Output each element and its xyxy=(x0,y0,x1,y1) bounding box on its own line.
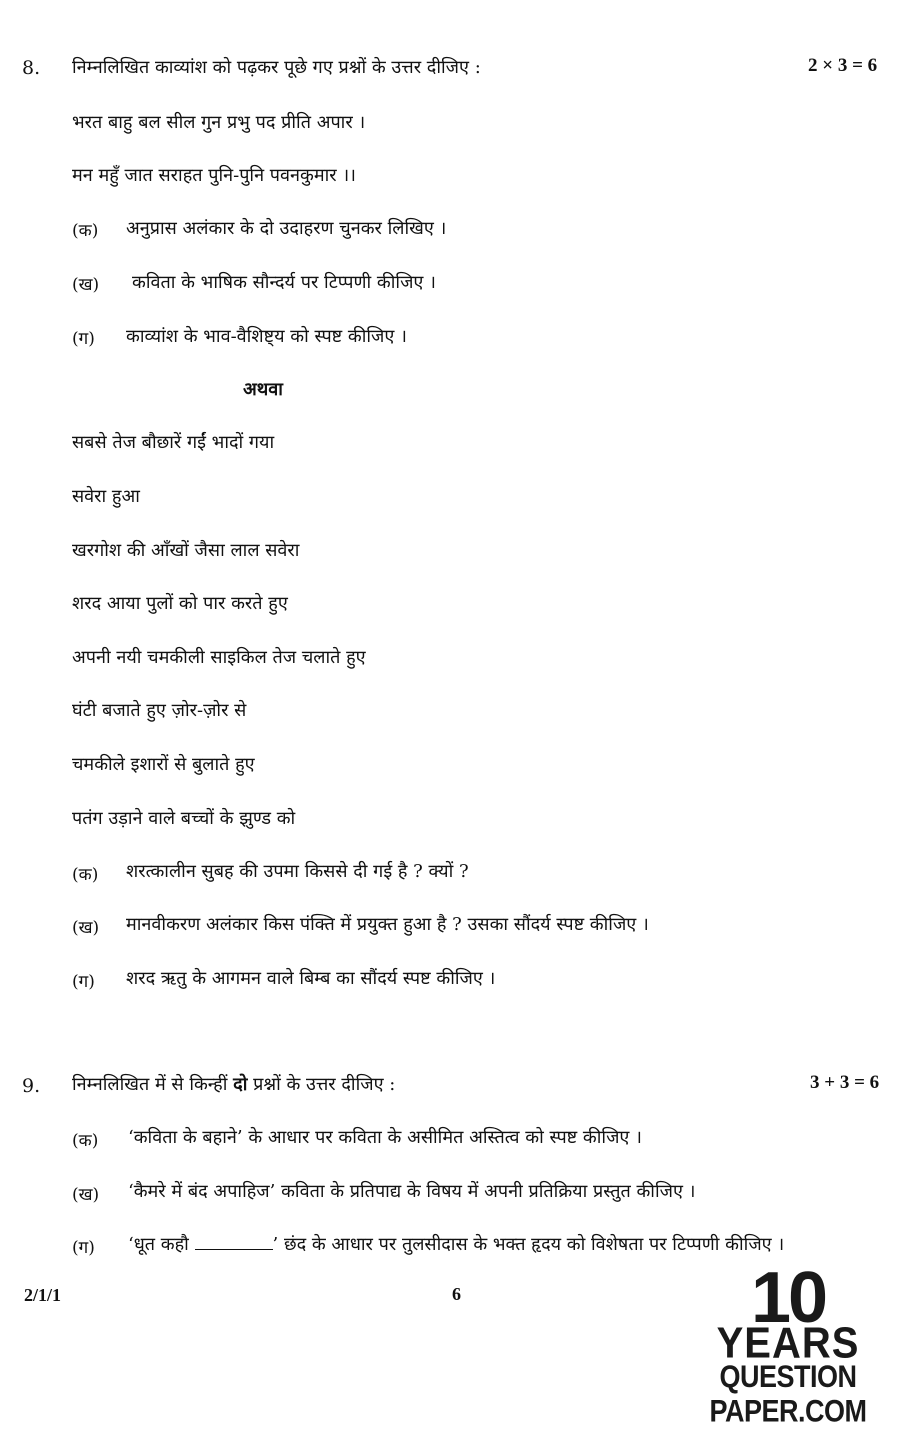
site-logo xyxy=(660,1258,916,1429)
poem2-line-5: अपनी नयी चमकीली साइकिल तेज चलाते हुए xyxy=(72,647,366,668)
q9-sub-label-ka: (क) xyxy=(72,1131,99,1151)
poem1-line-1: भरत बाहु बल सील गुन प्रभु पद प्रीति अपार । xyxy=(72,112,366,133)
q8-sub-question-ga: काव्यांश के भाव-वैशिष्ट्य को स्पष्ट कीजिए । xyxy=(126,326,407,347)
q8-alt-question-ga: शरद ऋतु के आगमन वाले बिम्ब का सौंदर्य स्पष्ट कीजिए । xyxy=(126,968,496,989)
question-8-marks: 2 × 3 = 6 xyxy=(808,55,878,76)
q8-alt-label-ka: (क) xyxy=(72,865,99,885)
q9-sub-label-kha: (ख) xyxy=(72,1185,100,1205)
poem2-line-1: सबसे तेज बौछारें गईं भादों गया xyxy=(72,432,275,453)
q9-sub-label-ga: (ग) xyxy=(72,1238,95,1258)
fill-in-blank xyxy=(195,1235,273,1250)
question-number-9: 9. xyxy=(22,1075,41,1097)
poem1-line-2: मन महुँ जात सराहत पुनि-पुनि पवनकुमार ।। xyxy=(72,165,357,186)
q8-sub-label-ka: (क) xyxy=(72,221,99,241)
q8-sub-label-ga: (ग) xyxy=(72,329,95,349)
question-9-instruction-emphasis: दो xyxy=(233,1074,248,1095)
q8-alt-question-kha: मानवीकरण अलंकार किस पंक्ति में प्रयुक्त हुआ है ? उसका सौंदर्य स्पष्ट कीजिए । xyxy=(126,914,649,935)
q8-sub-label-kha: (ख) xyxy=(72,275,100,295)
question-number-8: 8. xyxy=(22,57,41,79)
question-8-instruction: निम्नलिखित काव्यांश को पढ़कर पूछे गए प्रश्नों के उत्तर दीजिए : xyxy=(72,57,481,78)
q8-alt-label-kha: (ख) xyxy=(72,918,100,938)
q9-sub-question-ga: ‘धूत कहौ ’ छंद के आधार पर तुलसीदास के भक्त हृदय को विशेषता पर टिप्पणी कीजिए । xyxy=(128,1234,785,1255)
q9-sub-question-ka: ‘कविता के बहाने’ के आधार पर कविता के असीमित अस्तित्व को स्पष्ट कीजिए । xyxy=(128,1127,642,1148)
q8-alt-question-ka: शरत्कालीन सुबह की उपमा किससे दी गई है ? क्यों ? xyxy=(126,861,469,882)
or-heading: अथवा xyxy=(243,379,283,400)
poem2-line-3: खरगोश की आँखों जैसा लाल सवेरा xyxy=(72,540,300,561)
q8-sub-question-kha: कविता के भाषिक सौन्दर्य पर टिप्पणी कीजिए । xyxy=(132,272,436,293)
q9-sub-question-kha: ‘कैमरे में बंद अपाहिज’ कविता के प्रतिपाद्य के विषय में अपनी प्रतिक्रिया प्रस्तुत कीजिए । xyxy=(128,1181,696,1202)
q8-alt-label-ga: (ग) xyxy=(72,972,95,992)
paper-code: 2/1/1 xyxy=(24,1285,62,1305)
poem2-line-8: पतंग उड़ाने वाले बच्चों के झुण्ड को xyxy=(72,808,296,829)
poem2-line-4: शरद आया पुलों को पार करते हुए xyxy=(72,593,288,614)
poem2-line-6: घंटी बजाते हुए ज़ोर-ज़ोर से xyxy=(72,700,247,721)
page-number: 6 xyxy=(452,1284,461,1304)
question-9-instruction: निम्नलिखित में से किन्हीं दो प्रश्नों के उत्तर दीजिए : xyxy=(72,1074,396,1095)
poem2-line-7: चमकीले इशारों से बुलाते हुए xyxy=(72,754,255,775)
question-9-marks: 3 + 3 = 6 xyxy=(810,1072,880,1093)
q8-sub-question-ka: अनुप्रास अलंकार के दो उदाहरण चुनकर लिखिए । xyxy=(126,218,447,239)
logo-line-3: QUESTION PAPER.COM xyxy=(709,1359,867,1429)
logo-line-1: 10 xyxy=(750,1258,826,1338)
poem2-line-2: सवेरा हुआ xyxy=(72,486,140,507)
logo-line-2: YEARS xyxy=(716,1318,860,1368)
